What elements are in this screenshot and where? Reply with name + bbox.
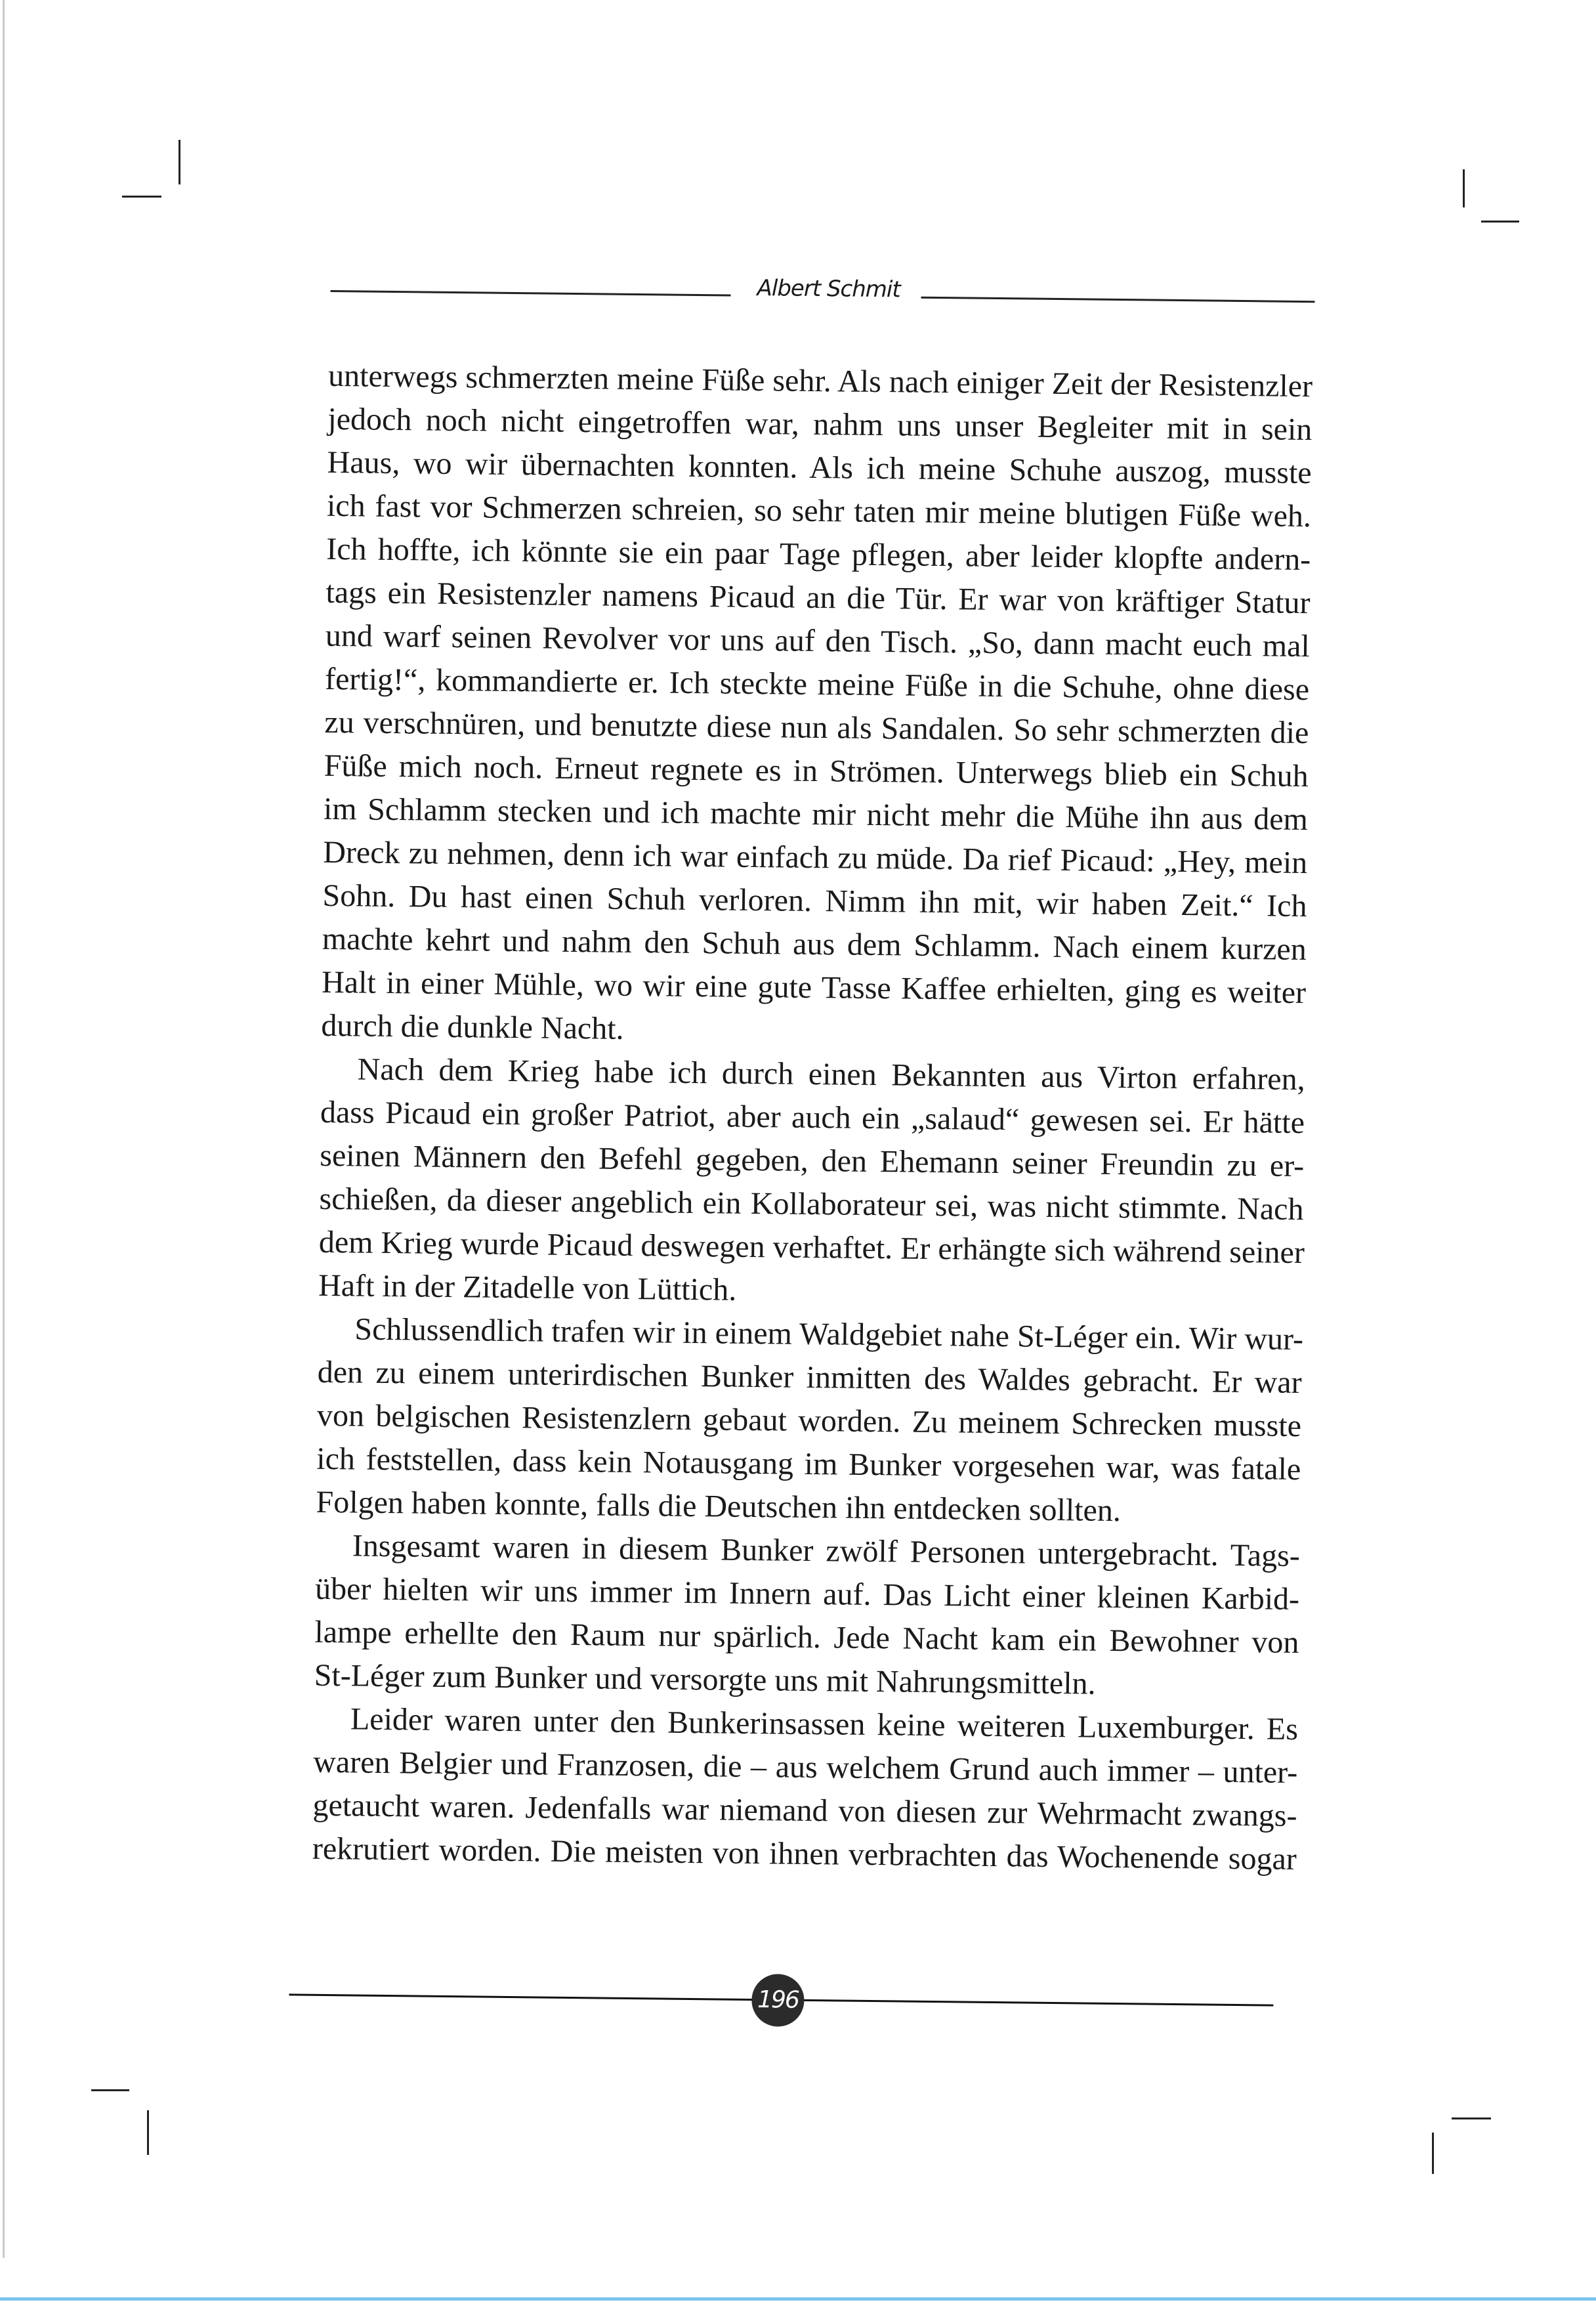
text-line: und warf seinen Revolver vor uns auf den Tisch. „So, dann macht euch mal — [325, 618, 1311, 664]
text-line: getaucht waren. Jedenfalls war niemand von diesen zur Wehrmacht zwangs- — [312, 1787, 1297, 1834]
text-line: Nach dem Krieg habe ich durch einen Bekannten aus Virton erfahren, — [357, 1052, 1305, 1097]
paragraph — [316, 1308, 1302, 1535]
text-line: schießen, da dieser angeblich ein Kollaborateur sei, was nicht stimmte. Nach — [319, 1181, 1304, 1227]
header-rule-right — [921, 297, 1314, 303]
text-line: dem Krieg wurde Picaud deswegen verhaftet. Er erhängte sich während seiner — [318, 1224, 1305, 1271]
text-line: Insgesamt waren in diesem Bunker zwölf Personen untergebracht. Tags- — [352, 1528, 1301, 1574]
text-line: zu verschnüren, und benutzte diese nun als Sandalen. So sehr schmerzten die — [324, 704, 1309, 751]
page-footer — [289, 1963, 1274, 2039]
text-line: machte kehrt und nahm den Schuh aus dem Schlamm. Nach einem kurzen — [322, 921, 1307, 968]
text-line: im Schlamm stecken und ich machte mir nicht mehr die Mühe ihn aus dem — [323, 791, 1309, 838]
text-line: lampe erhellte den Raum nur spärlich. Jede Nacht kam ein Bewohner von — [314, 1614, 1299, 1661]
text-line: ich feststellen, dass kein Notausgang im Bunker vorgesehen war, was fatale — [316, 1441, 1301, 1487]
body-text — [312, 354, 1313, 1881]
paragraph — [318, 1048, 1305, 1318]
paragraph — [321, 354, 1312, 1058]
text-line: Sohn. Du hast einen Schuh verloren. Nimm ihn mit, wir haben Zeit.“ Ich — [322, 878, 1307, 924]
running-title: Albert Schmit — [757, 274, 900, 303]
running-header — [330, 270, 1315, 320]
text-line: tags ein Resistenzler namens Picaud an die Tür. Er war von kräftiger Statur — [326, 574, 1311, 621]
text-line: Leider waren unter den Bunkerinsassen keine weiteren Luxemburger. Es — [350, 1701, 1299, 1747]
text-line: jedoch noch nicht eingetroffen war, nahm uns unser Begleiter mit in sein — [327, 401, 1312, 448]
text-line: fertig!“, kommandierte er. Ich steckte meine Füße in die Schuhe, ohne diese — [324, 661, 1310, 708]
text-line: Ich hoffte, ich könnte sie ein paar Tage pflegen, aber leider klopfte andern- — [326, 531, 1311, 578]
text-line: Folgen haben konnte, falls die Deutschen ihn entdecken sollten. — [316, 1484, 1122, 1529]
text-line: Haft in der Zitadelle von Lüttich. — [318, 1267, 737, 1308]
text-line: den zu einem unterirdischen Bunker inmitten des Waldes gebracht. Er war — [317, 1354, 1302, 1401]
text-line: rekrutiert worden. Die meisten von ihnen verbrachten das Wochenende sogar — [312, 1831, 1297, 1877]
text-line: Halt in einer Mühle, wo wir eine gute Tasse Kaffee erhielten, ging es weiter — [321, 964, 1307, 1011]
text-line: von belgischen Resistenzlern gebaut worden. Zu meinem Schrecken musste — [316, 1397, 1302, 1444]
text-line: Haus, wo wir übernachten konnten. Als ich meine Schuhe auszog, musste — [327, 444, 1312, 491]
text-line: ich fast vor Schmerzen schreien, so sehr taten mir meine blutigen Füße weh. — [326, 488, 1312, 534]
paragraph — [314, 1524, 1300, 1708]
text-line: über hielten wir uns immer im Innern auf. Das Licht einer kleinen Karbid- — [314, 1571, 1300, 1617]
text-line: seinen Männern den Befehl gegeben, den Ehemann seiner Freundin zu er- — [320, 1138, 1305, 1184]
text-line: durch die dunkle Nacht. — [321, 1008, 624, 1046]
paragraph — [312, 1697, 1299, 1881]
text-line: Dreck zu nehmen, denn ich war einfach zu müde. Da rief Picaud: „Hey, mein — [323, 834, 1308, 881]
text-line: dass Picaud ein großer Patriot, aber auch ein „salaud“ gewesen sei. Er hätte — [320, 1094, 1305, 1141]
text-line: waren Belgier und Franzosen, die – aus welchem Grund auch immer – unter- — [313, 1744, 1298, 1791]
page-number: 196 — [751, 1974, 805, 2027]
header-rule-left — [331, 290, 731, 297]
text-line: St-Léger zum Bunker und versorgte uns mit Nahrungsmitteln. — [314, 1657, 1096, 1701]
text-line: Füße mich noch. Erneut regnete es in Strömen. Unterwegs blieb ein Schuh — [324, 748, 1309, 794]
text-line: Schlussendlich trafen wir in einem Waldgebiet nahe St-Léger ein. Wir wur- — [354, 1311, 1304, 1357]
text-line: unterwegs schmerzten meine Füße sehr. Als nach einiger Zeit der Resistenzler — [327, 358, 1313, 404]
